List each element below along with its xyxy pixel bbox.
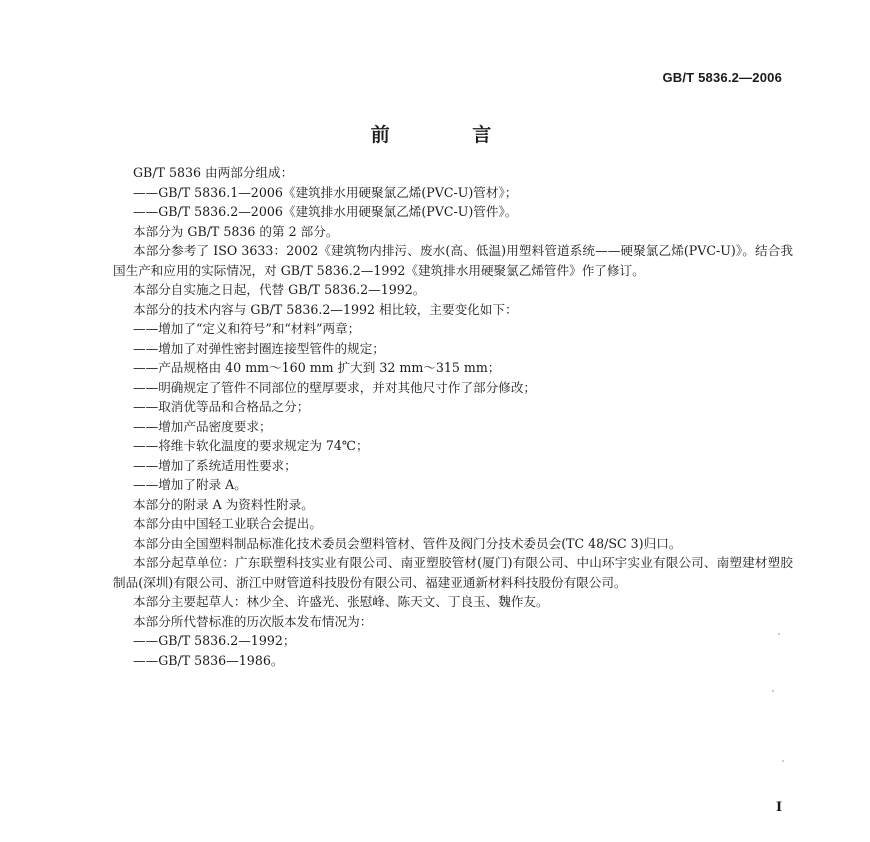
paragraph: 本部分的附录 A 为资料性附录。 [133, 496, 314, 512]
scan-speck [778, 633, 780, 635]
list-item: ——增加了系统适用性要求； [133, 457, 297, 473]
paragraph: 本部分由中国轻工业联合会提出。 [133, 516, 322, 531]
list-item: ——取消优等品和合格品之分； [133, 399, 310, 414]
scan-speck [782, 760, 784, 762]
paragraph: ——GB/T 5836.1—2006《建筑排水用硬聚氯乙烯(PVC-U)管材》； [133, 184, 518, 200]
list-item: ——GB/T 5836—1986。 [133, 652, 284, 668]
list-item: ——产品规格由 40 mm～160 mm 扩大到 32 mm～315 mm； [133, 360, 501, 375]
paragraph: 本部分由全国塑料制品标准化技术委员会塑料管材、管件及阀门分技术委员会(TC 48/SC 3)归口。 [133, 535, 682, 551]
paragraph: 本部分起草单位：广东联塑科技实业有限公司、南亚塑胶管材(厦门)有限公司、中山环宇实业有限公司、南塑建材塑胶制品(深圳)有限公司、浙江中财管道科技股份有限公司、福建亚通新材料科技股份有限公司。 [113, 555, 793, 590]
paragraph: 本部分自实施之日起，代替 GB/T 5836.2—1992。 [133, 282, 426, 297]
page-title: 前 言 [370, 124, 530, 146]
scan-speck [772, 690, 774, 692]
paragraph: 本部分主要起草人：林少全、许盛光、张慰峰、陈天文、丁良玉、魏作友。 [133, 594, 549, 609]
preface-body [113, 163, 793, 670]
paragraph: 本部分所代替标准的历次版本发布情况为： [133, 613, 373, 629]
list-item: ——增加了“定义和符号”和“材料”两章； [133, 321, 361, 336]
standard-code: GB/T 5836.2—2006 [662, 70, 782, 85]
paragraph: GB/T 5836 由两部分组成： [133, 165, 294, 180]
page-number: I [776, 800, 783, 815]
list-item: ——将维卡软化温度的要求规定为 74℃； [133, 438, 369, 453]
paragraph: 本部分参考了 ISO 3633：2002《建筑物内排污、废水(高、低温)用塑料管道系统——硬聚氯乙烯(PVC-U)》。结合我国生产和应用的实际情况，对 GB/T 5836.2—1992《建筑排水用硬聚氯乙烯管件》作了修订。 [113, 243, 793, 278]
paragraph: 本部分的技术内容与 GB/T 5836.2—1992 相比较，主要变化如下： [133, 301, 518, 317]
list-item: ——明确规定了管件不同部位的壁厚要求，并对其他尺寸作了部分修改； [133, 379, 536, 395]
list-item: ——增加了对弹性密封圈连接型管件的规定； [133, 340, 385, 356]
list-item: ——增加了附录 A。 [133, 477, 247, 492]
paragraph: 本部分为 GB/T 5836 的第 2 部分。 [133, 223, 339, 239]
paragraph: ——GB/T 5836.2—2006《建筑排水用硬聚氯乙烯(PVC-U)管件》。 [133, 204, 518, 219]
list-item: ——GB/T 5836.2—1992； [133, 633, 296, 648]
list-item: ——增加产品密度要求； [133, 418, 272, 434]
